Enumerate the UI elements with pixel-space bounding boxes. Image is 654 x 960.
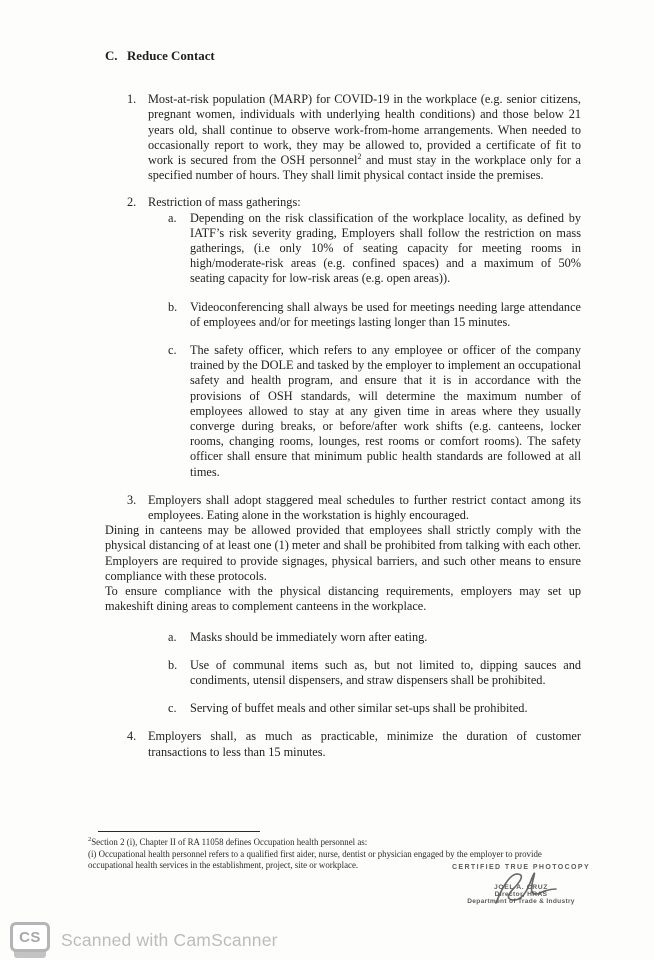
subitem-letter: b. [168, 299, 178, 314]
camscanner-logo-icon [10, 922, 50, 958]
list-item-2a [105, 211, 581, 287]
footnote-marker: 2 [88, 836, 92, 844]
subitem-letter: c. [168, 343, 177, 358]
footnote-line-1 [88, 837, 580, 849]
footnote-line-2: (i) Occupational health personnel refers to a qualified first aider, nurse, dentist or physician engaged by the employer to provide occupational health services in the establishment, project, site or workplace. [88, 848, 542, 871]
list-item-2b [105, 300, 581, 330]
item-3-paragraph-2: Dining in canteens may be allowed provided that employees shall strictly comply with the physical distancing of at least one (1) meter and shall be prohibited from talking with each other. Employers are required to provide signages, physical barriers, and such other means to ensure compliance with these protocols. [105, 523, 581, 583]
item1-text-before-footnote: Most-at-risk population (MARP) for COVID-19 in the workplace (e.g. senior citizens, pregnant women, individuals with underlying health conditions) and those below 21 years old, shall continue to observe work-from-home arrangements. When needed to occasionally report to work, they may be allowed to, provided a certificate of fit to work is secured from the OSH personnel [148, 92, 581, 168]
stamp-title: CERTIFIED TRUE PHOTOCOPY [451, 864, 591, 871]
subitem-letter: c. [168, 701, 177, 716]
subitem-letter: b. [168, 657, 178, 672]
stamp-department: Department of Trade & Industry [467, 898, 575, 905]
list-item-1 [105, 92, 581, 183]
item-number: 2. [127, 195, 137, 210]
subitem-text: The safety officer, which refers to any employee or officer of the company trained by the DOLE and tasked by the employer to implement an occupational safety and health program, and ensure that it is in accordance with the provisions of OSH standards, will determine the maximum number of employees allowed to stay at any given time in areas where they usually converge during breaks, or before/after work shifts (e.g. canteens, locker rooms, changing rooms, lounges, rest rooms or comfort rooms). The safety officer shall ensure that minimum public health standards are followed at all times. [190, 343, 581, 479]
certification-stamp [438, 864, 604, 905]
list-item-3b [105, 658, 581, 688]
item-text [148, 92, 581, 183]
item-text: Employers shall, as much as practicable, minimize the duration of customer transactions to less than 15 minutes. [148, 729, 581, 759]
camscanner-label: Scanned with CamScanner [61, 929, 278, 950]
list-item-2 [105, 195, 581, 210]
camscanner-logo-letters: CS [10, 922, 50, 952]
stamp-signatory-name: JOEL A. CRUZ [493, 884, 549, 891]
footnote-marker: 2 [357, 151, 362, 161]
list-item-2c [105, 343, 581, 480]
subitem-text: Use of communal items such as, but not limited to, dipping sauces and condiments, utensil dispensers, and straw dispensers shall be prohibited. [190, 657, 581, 687]
subitem-text: Serving of buffet meals and other similar set-ups shall be prohibited. [190, 701, 528, 716]
footnote-line-1-text: Section 2 (i), Chapter II of RA 11058 defines Occupation health personnel as: [91, 837, 368, 847]
subitem-text: Masks should be immediately worn after eating. [190, 629, 428, 644]
document-body [105, 49, 581, 760]
list-item-3 [105, 493, 581, 523]
camscanner-watermark [10, 921, 278, 959]
item-text: Employers shall adopt staggered meal schedules to further restrict contact among its employees. Eating alone in the workstation is highly encouraged. [148, 492, 581, 523]
stamp-signatory-position: Director, HRAS [494, 891, 548, 898]
item-3-paragraph-3: To ensure compliance with the physical distancing requirements, employers may set up makeshift dining areas to complement canteens in the workplace. [105, 584, 581, 614]
section-label: C. [105, 49, 118, 63]
item-number: 1. [127, 92, 137, 107]
item-number: 4. [127, 729, 137, 744]
subitem-letter: a. [168, 210, 177, 225]
subitem-text: Videoconferencing shall always be used for meetings needing large attendance of employees and/or for meetings lasting longer than 15 minutes. [190, 299, 581, 329]
list-item-4 [105, 729, 581, 759]
subitem-text: Depending on the risk classification of the workplace locality, as defined by IATF’s risk severity grading, Employers shall follow the restriction on mass gatherings, (i.e only 10% of seating capacity for meeting rooms in high/moderate-risk areas (e.g. confined spaces) and a maximum of 50% seating capacity for low-risk areas (e.g. open areas)). [190, 210, 581, 286]
footnote-divider [98, 831, 260, 832]
section-heading [105, 49, 581, 64]
item-number: 3. [127, 492, 137, 507]
section-title: Reduce Contact [127, 49, 215, 63]
item1-text-after-footnote: and must stay in the workplace only for a specified number of hours. They shall limit physical contact inside the premises. [148, 153, 581, 183]
list-item-3a [105, 630, 581, 645]
item-heading: Restriction of mass gatherings: [148, 195, 301, 210]
list-item-3c [105, 701, 581, 716]
signature-icon [490, 867, 562, 909]
subitem-letter: a. [168, 629, 177, 644]
